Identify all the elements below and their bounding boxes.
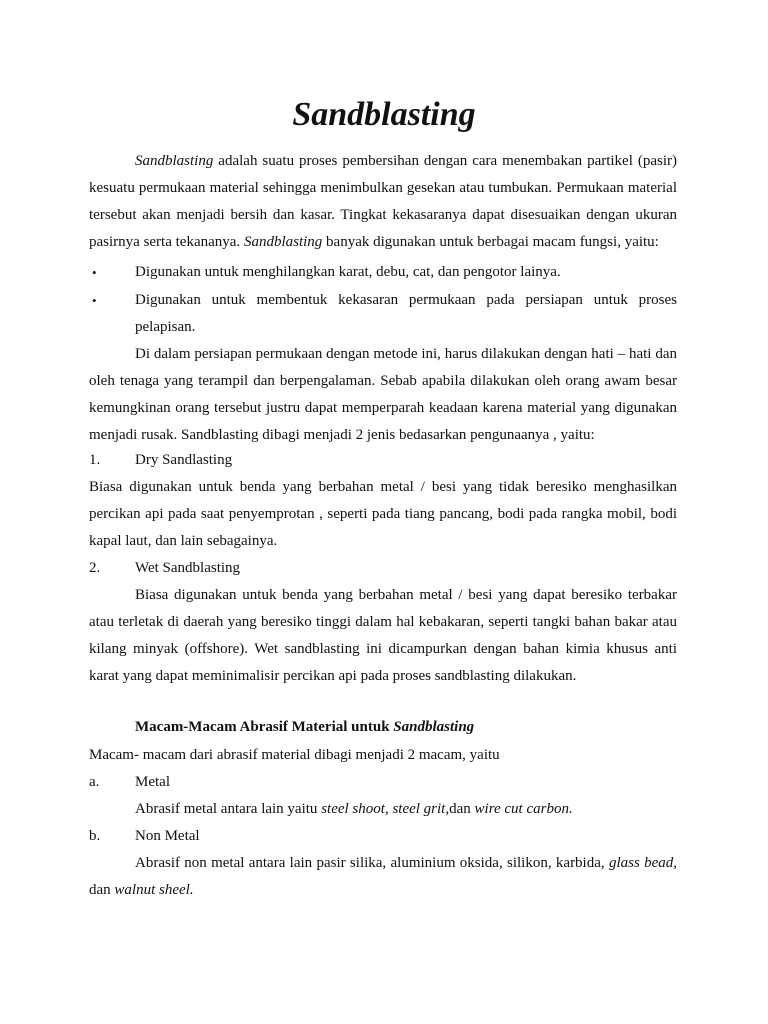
desc-sep: , (384, 801, 393, 817)
desc-text: Abrasif non metal antara lain pasir silika, aluminium oksida, silikon, karbida, (135, 855, 609, 871)
desc-em: steel shoot (321, 801, 385, 817)
list-letter: b. (89, 828, 101, 844)
desc-sep: , dan (89, 855, 678, 898)
list-number: 1. (89, 452, 101, 468)
desc-em: walnut sheel. (114, 882, 194, 898)
desc-sep: ,dan (445, 801, 475, 817)
intro-term-2: Sandblasting (243, 234, 323, 250)
section-heading-text: Macam-Macam Abrasif Material untuk (135, 719, 394, 735)
abrasive-name: Non Metal (135, 828, 200, 844)
bullet-marker: • (92, 265, 97, 280)
type-name: Wet Sandblasting (135, 560, 241, 576)
intro-text-2: banyak digunakan untuk berbagai macam fungsi, yaitu: (322, 234, 659, 250)
bullet-item: Digunakan untuk membentuk kekasaran permukaan pada persiapan untuk proses pelapisan. (135, 292, 677, 335)
bullet-marker: • (92, 293, 97, 308)
desc-em: glass bead (608, 855, 674, 871)
paragraph-methods: Di dalam persiapan permukaan dengan metode ini, harus dilakukan dengan hati – hati dan oleh tenaga yang terampil dan berpengalaman. Sebab apabila dilakukan oleh orang awam besar kemungkinan orang tersebut justru dapat memperparah keadaan karena material yang digunakan menjadi rusak. Sandblasting dibagi menjadi 2 jenis bedasarkan pengunaanya , yaitu: (89, 346, 677, 443)
type-name: Dry Sandlasting (135, 452, 233, 468)
section-heading-em: Sandblasting (393, 719, 475, 735)
abrasive-description (89, 850, 677, 904)
desc-text: Abrasif metal antara lain yaitu (135, 801, 322, 817)
section-intro: Macam- macam dari abrasif material dibagi menjadi 2 macam, yaitu (89, 747, 500, 763)
intro-text-1: adalah suatu proses pembersihan dengan cara menembakan partikel (pasir) kesuatu permukaan material sehingga menimbulkan gesekan atau tumbukan. Permukaan material tersebut akan menjadi bersih dan kasar. Tingkat kekasaranya dapat disesuaikan dengan ukuran pasirnya serta tekananya. (89, 153, 677, 250)
desc-em: wire cut carbon. (474, 801, 573, 817)
desc-em: steel grit (392, 801, 446, 817)
abrasive-description (89, 796, 677, 823)
type-description: Biasa digunakan untuk benda yang berbahan metal / besi yang tidak beresiko menghasilkan percikan api pada saat penyemprotan , seperti pada tiang pancang, bodi pada rangka mobil, bodi kapal laut, dan lain sebagainya. (89, 479, 677, 549)
abrasive-name: Metal (135, 774, 170, 790)
list-letter: a. (89, 774, 100, 790)
intro-term: Sandblasting (135, 153, 214, 169)
intro-paragraph (89, 148, 677, 256)
list-number: 2. (89, 560, 101, 576)
document-title: Sandblasting (292, 96, 476, 133)
bullet-item: Digunakan untuk menghilangkan karat, debu, cat, dan pengotor lainya. (135, 264, 561, 280)
type-description: Biasa digunakan untuk benda yang berbahan metal / besi yang dapat beresiko terbakar atau terletak di daerah yang beresiko tinggi dalam hal kebakaran, seperti tangki bahan bakar atau kilang minyak (offshore). Wet sandblasting ini dicampurkan dengan bahan kimia khusus anti karat yang dapat meminimalisir percikan api pada proses sandblasting dilakukan. (89, 587, 677, 684)
section-heading (89, 714, 677, 741)
